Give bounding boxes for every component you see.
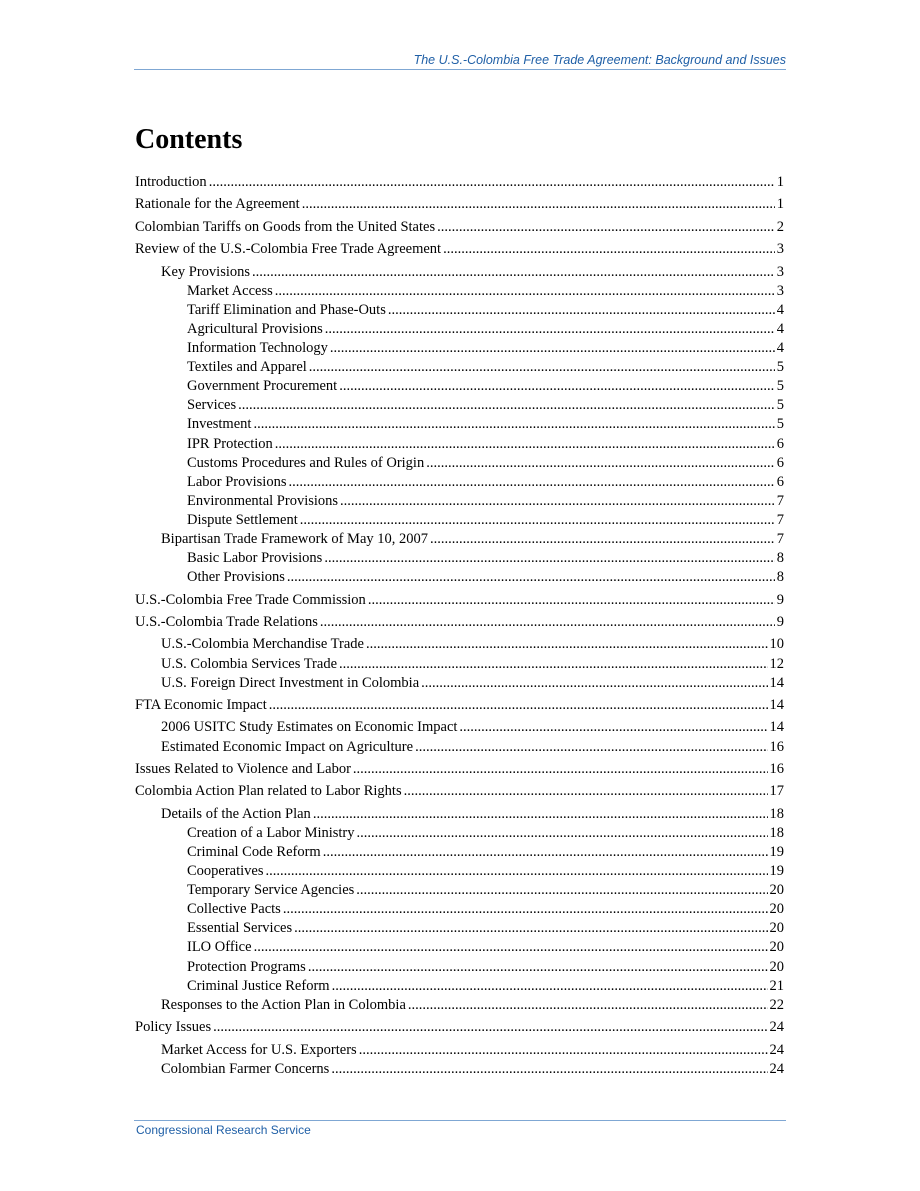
toc-dot-leader bbox=[313, 804, 768, 824]
toc-entry[interactable] bbox=[135, 338, 784, 358]
toc-entry-page: 12 bbox=[769, 655, 784, 672]
toc-entry[interactable] bbox=[135, 737, 784, 757]
toc-entry-title: Customs Procedures and Rules of Origin bbox=[187, 454, 425, 471]
toc-entry[interactable] bbox=[135, 937, 784, 957]
toc-dot-leader bbox=[252, 262, 775, 282]
toc-entry-page: 4 bbox=[776, 301, 784, 318]
toc-entry-title: Investment bbox=[187, 416, 252, 433]
toc-entry[interactable] bbox=[135, 262, 784, 282]
toc-entry[interactable] bbox=[135, 918, 784, 938]
toc-entry-page: 3 bbox=[776, 263, 784, 280]
toc-dot-leader bbox=[368, 590, 775, 610]
toc-entry-title: Labor Provisions bbox=[187, 473, 287, 490]
toc-dot-leader bbox=[340, 491, 775, 511]
toc-entry-page: 5 bbox=[776, 416, 784, 433]
toc-dot-leader bbox=[324, 548, 774, 568]
toc-entry[interactable] bbox=[135, 357, 784, 377]
page-title: Contents bbox=[135, 124, 243, 155]
toc-dot-leader bbox=[459, 717, 767, 737]
toc-entry-page: 10 bbox=[769, 636, 784, 653]
toc-entry-title: Criminal Code Reform bbox=[187, 843, 321, 860]
toc-dot-leader bbox=[275, 281, 775, 301]
toc-entry[interactable] bbox=[135, 781, 784, 801]
toc-entry-title: Temporary Service Agencies bbox=[187, 882, 355, 899]
toc-dot-leader bbox=[323, 842, 768, 862]
toc-entry[interactable] bbox=[135, 567, 784, 587]
toc-entry-title: Rationale for the Agreement bbox=[135, 196, 300, 213]
toc-entry-title: Other Provisions bbox=[187, 569, 285, 586]
toc-dot-leader bbox=[253, 414, 774, 434]
toc-dot-leader bbox=[430, 529, 775, 549]
toc-entry-title: Essential Services bbox=[187, 920, 293, 937]
toc-entry[interactable] bbox=[135, 529, 784, 549]
toc-entry-page: 3 bbox=[776, 282, 784, 299]
toc-entry-title: U.S. Colombia Services Trade bbox=[161, 655, 338, 672]
toc-entry-page: 20 bbox=[769, 958, 784, 975]
toc-entry-page: 14 bbox=[769, 674, 784, 691]
toc-dot-leader bbox=[421, 673, 767, 693]
toc-entry-title: Issues Related to Violence and Labor bbox=[135, 760, 351, 777]
toc-entry[interactable] bbox=[135, 548, 784, 568]
toc-dot-leader bbox=[408, 995, 768, 1015]
toc-entry-title: U.S.-Colombia Trade Relations bbox=[135, 614, 318, 630]
toc-entry-title: Responses to the Action Plan in Colombia bbox=[161, 996, 406, 1013]
toc-entry-page: 14 bbox=[769, 719, 784, 736]
toc-dot-leader bbox=[288, 472, 774, 492]
toc-entry[interactable] bbox=[135, 172, 784, 192]
toc-entry[interactable] bbox=[135, 823, 784, 843]
toc-entry-title: Market Access for U.S. Exporters bbox=[161, 1041, 357, 1058]
toc-entry-page: 20 bbox=[769, 920, 784, 937]
toc-entry-page: 3 bbox=[776, 241, 784, 258]
toc-entry[interactable] bbox=[135, 695, 784, 715]
toc-entry[interactable] bbox=[135, 1017, 784, 1037]
toc-dot-leader bbox=[339, 376, 775, 396]
header-divider bbox=[134, 69, 786, 70]
toc-entry[interactable] bbox=[135, 590, 784, 610]
toc-entry-page: 8 bbox=[776, 550, 784, 567]
toc-dot-leader bbox=[266, 861, 768, 881]
toc-entry-title: 2006 USITC Study Estimates on Economic Impact bbox=[161, 719, 458, 736]
toc-entry-title: Collective Pacts bbox=[187, 901, 281, 918]
toc-entry-page: 20 bbox=[769, 882, 784, 899]
toc-entry-page: 2 bbox=[776, 218, 784, 235]
toc-entry[interactable] bbox=[135, 880, 784, 900]
toc-entry[interactable] bbox=[135, 300, 784, 320]
toc-dot-leader bbox=[415, 737, 767, 757]
toc-dot-leader bbox=[437, 217, 775, 237]
running-header: The U.S.-Colombia Free Trade Agreement: Background and Issues bbox=[413, 53, 786, 67]
toc-entry-page: 6 bbox=[776, 454, 784, 471]
toc-entry[interactable] bbox=[135, 634, 784, 654]
toc-dot-leader bbox=[275, 434, 775, 454]
toc-entry-page: 7 bbox=[776, 531, 784, 547]
toc-entry[interactable] bbox=[135, 899, 784, 919]
toc-entry-title: Criminal Justice Reform bbox=[187, 977, 330, 994]
toc-entry-page: 24 bbox=[769, 1041, 784, 1058]
toc-entry[interactable] bbox=[135, 957, 784, 977]
toc-dot-leader bbox=[308, 957, 768, 977]
toc-entry-page: 4 bbox=[776, 320, 784, 337]
toc-entry-page: 18 bbox=[769, 805, 784, 822]
toc-entry-page: 17 bbox=[769, 783, 784, 800]
toc-dot-leader bbox=[443, 239, 775, 259]
toc-dot-leader bbox=[300, 510, 775, 530]
toc-dot-leader bbox=[209, 172, 775, 192]
toc-dot-leader bbox=[238, 395, 775, 415]
toc-entry-title: Introduction bbox=[135, 174, 207, 190]
toc-entry-page: 19 bbox=[769, 843, 784, 860]
toc-entry[interactable] bbox=[135, 861, 784, 881]
footer-divider bbox=[134, 1120, 786, 1121]
toc-entry-title: Review of the U.S.-Colombia Free Trade Agreement bbox=[135, 241, 442, 258]
toc-entry-title: Estimated Economic Impact on Agriculture bbox=[161, 738, 414, 755]
toc-dot-leader bbox=[320, 612, 775, 632]
toc-dot-leader bbox=[331, 1059, 767, 1079]
toc-entry-page: 1 bbox=[776, 196, 784, 213]
toc-dot-leader bbox=[353, 759, 768, 779]
toc-dot-leader bbox=[287, 567, 775, 587]
toc-entry-page: 9 bbox=[776, 614, 784, 630]
toc-entry-page: 22 bbox=[769, 996, 784, 1013]
toc-entry[interactable] bbox=[135, 654, 784, 674]
toc-dot-leader bbox=[426, 453, 775, 473]
toc-dot-leader bbox=[309, 357, 775, 377]
toc-entry-title: Protection Programs bbox=[187, 958, 306, 975]
toc-entry-title: Environmental Provisions bbox=[187, 492, 339, 509]
toc-dot-leader bbox=[332, 976, 768, 996]
toc-entry[interactable] bbox=[135, 842, 784, 862]
toc-entry-title: Services bbox=[187, 397, 237, 414]
toc-entry[interactable] bbox=[135, 1040, 784, 1060]
toc-entry-title: Colombian Farmer Concerns bbox=[161, 1060, 330, 1077]
toc-entry[interactable] bbox=[135, 995, 784, 1015]
toc-entry-page: 5 bbox=[776, 397, 784, 414]
toc-entry-page: 7 bbox=[776, 492, 784, 509]
toc-dot-leader bbox=[357, 823, 768, 843]
toc-entry[interactable] bbox=[135, 612, 784, 632]
toc-entry-title: Details of the Action Plan bbox=[161, 805, 311, 822]
toc-entry[interactable] bbox=[135, 434, 784, 454]
toc-entry[interactable] bbox=[135, 414, 784, 434]
toc-entry-page: 6 bbox=[776, 435, 784, 452]
toc-entry-page: 9 bbox=[776, 591, 784, 608]
toc-dot-leader bbox=[283, 899, 768, 919]
toc-entry[interactable] bbox=[135, 472, 784, 492]
toc-entry-title: Colombian Tariffs on Goods from the United States bbox=[135, 218, 436, 235]
toc-entry[interactable] bbox=[135, 510, 784, 530]
toc-dot-leader bbox=[366, 634, 768, 654]
toc-entry[interactable] bbox=[135, 717, 784, 737]
toc-entry[interactable] bbox=[135, 217, 784, 237]
toc-entry-title: Market Access bbox=[187, 282, 273, 299]
toc-entry-title: Government Procurement bbox=[187, 378, 338, 395]
toc-entry-title: IPR Protection bbox=[187, 435, 273, 452]
toc-entry-title: Creation of a Labor Ministry bbox=[187, 824, 355, 841]
toc-entry[interactable] bbox=[135, 281, 784, 301]
toc-entry-page: 1 bbox=[776, 174, 784, 190]
toc-entry[interactable] bbox=[135, 491, 784, 511]
toc-entry-page: 6 bbox=[776, 473, 784, 490]
toc-entry[interactable] bbox=[135, 453, 784, 473]
toc-entry[interactable] bbox=[135, 759, 784, 779]
toc-entry-title: Dispute Settlement bbox=[187, 511, 298, 528]
toc-dot-leader bbox=[254, 937, 768, 957]
toc-entry-page: 14 bbox=[769, 697, 784, 713]
toc-entry-title: Information Technology bbox=[187, 340, 328, 356]
toc-dot-leader bbox=[269, 695, 768, 715]
toc-entry-page: 21 bbox=[769, 977, 784, 994]
toc-entry-page: 4 bbox=[776, 340, 784, 356]
toc-dot-leader bbox=[325, 319, 775, 339]
toc-entry[interactable] bbox=[135, 395, 784, 415]
toc-entry[interactable] bbox=[135, 673, 784, 693]
toc-entry-page: 24 bbox=[769, 1019, 784, 1036]
toc-entry-title: Textiles and Apparel bbox=[187, 359, 307, 376]
toc-entry-title: Key Provisions bbox=[161, 263, 251, 280]
toc-entry-title: Bipartisan Trade Framework of May 10, 2007 bbox=[161, 531, 429, 547]
toc-entry-title: Agricultural Provisions bbox=[187, 320, 323, 337]
toc-entry-page: 20 bbox=[769, 901, 784, 918]
toc-entry-page: 5 bbox=[776, 359, 784, 376]
toc-entry-title: U.S. Foreign Direct Investment in Colombia bbox=[161, 674, 420, 691]
toc-entry-title: U.S.-Colombia Free Trade Commission bbox=[135, 591, 366, 608]
toc-entry[interactable] bbox=[135, 1059, 784, 1079]
toc-dot-leader bbox=[213, 1017, 767, 1037]
toc-dot-leader bbox=[339, 654, 767, 674]
toc-entry-title: Tariff Elimination and Phase-Outs bbox=[187, 301, 386, 318]
toc-entry-title: Cooperatives bbox=[187, 863, 264, 879]
toc-dot-leader bbox=[359, 1040, 768, 1060]
toc-entry-page: 24 bbox=[769, 1060, 784, 1077]
toc-dot-leader bbox=[388, 300, 775, 320]
toc-entry-title: Basic Labor Provisions bbox=[187, 550, 323, 567]
toc-entry-page: 7 bbox=[776, 511, 784, 528]
toc-entry-page: 19 bbox=[769, 863, 784, 879]
toc-entry-title: FTA Economic Impact bbox=[135, 697, 267, 713]
toc-entry-page: 8 bbox=[776, 569, 784, 586]
toc-entry[interactable] bbox=[135, 319, 784, 339]
toc-entry-page: 20 bbox=[769, 939, 784, 956]
toc-dot-leader bbox=[294, 918, 767, 938]
toc-dot-leader bbox=[356, 880, 767, 900]
toc-entry[interactable] bbox=[135, 804, 784, 824]
toc-dot-leader bbox=[404, 781, 768, 801]
toc-entry-page: 18 bbox=[769, 824, 784, 841]
toc-entry-title: Colombia Action Plan related to Labor Rights bbox=[135, 783, 402, 800]
toc-dot-leader bbox=[302, 194, 775, 214]
toc-dot-leader bbox=[330, 338, 775, 358]
footer-text: Congressional Research Service bbox=[136, 1123, 311, 1137]
toc-entry-title: ILO Office bbox=[187, 939, 252, 956]
toc-entry-title: U.S.-Colombia Merchandise Trade bbox=[161, 636, 364, 653]
toc-entry-page: 16 bbox=[769, 738, 784, 755]
toc-entry[interactable] bbox=[135, 376, 784, 396]
toc-entry[interactable] bbox=[135, 239, 784, 259]
toc-entry-page: 16 bbox=[769, 760, 784, 777]
toc-entry-title: Policy Issues bbox=[135, 1019, 212, 1036]
toc-entry[interactable] bbox=[135, 976, 784, 996]
toc-entry-page: 5 bbox=[776, 378, 784, 395]
toc-entry[interactable] bbox=[135, 194, 784, 214]
